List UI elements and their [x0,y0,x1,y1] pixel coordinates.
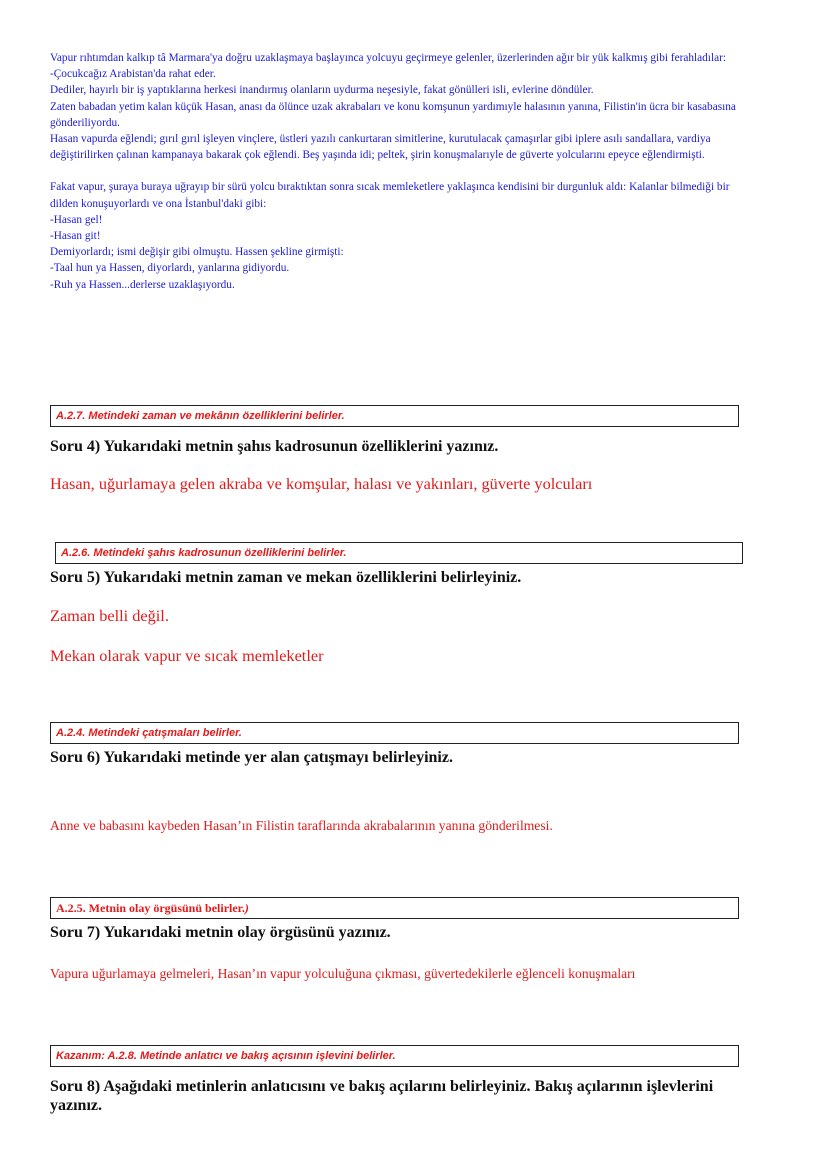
learning-objective-text: Kazanım: A.2.8. Metinde anlatıcı ve bakış açısının işlevini belirler. [56,1050,396,1062]
passage-paragraph: -Ruh ya Hassen...derlerse uzaklaşıyordu. [50,278,235,291]
answer-4: Hasan, uğurlamaya gelen akraba ve komşular, halası ve yakınları, güverte yolcuları [50,474,593,493]
story-passage [50,50,760,293]
passage-paragraph: -Hasan gel! [50,213,103,226]
learning-objective-box [50,897,739,919]
passage-paragraph: Hasan vapurda eğlendi; gırıl gırıl işleyen vinçlere, üstleri yazılı cankurtaran simitlerine, kurutulacak çamaşırlar gibi iplere asılı sandallara, vardiya değiştirilirken çalınan kampanaya bakarak çok eğlendi. Beş yaşında idi; peltek, şirin konuşmalarıyle de güverte yolcularını epeyce eğlendirmişti. [50,133,711,162]
question-7-title: Soru 7) Yukarıdaki metnin olay örgüsünü yazınız. [50,924,391,941]
passage-paragraph: -Taal hun ya Hassen, diyorlardı, yanlarına gidiyordu. [50,262,290,275]
learning-objective-box [55,542,743,564]
question-8-title: Soru 8) Aşağıdaki metinlerin anlatıcısını ve bakış açılarını belirleyiniz. Bakış açılarının işlevlerini yazınız. [50,1078,714,1114]
learning-objective-text: A.2.6. Metindeki şahıs kadrosunun özelliklerini belirler. [61,547,347,559]
passage-paragraph: Dediler, hayırlı bir iş yaptıklarına herkesi inandırmış olanların uydurma neşesiyle, fakat gönülleri isli, evlerine döndüler. [50,84,594,97]
answer-6: Anne ve babasını kaybeden Hasan’ın Filistin taraflarında akrabalarının yanına gönderilmesi. [50,818,553,833]
passage-paragraph: Fakat vapur, şuraya buraya uğrayıp bir sürü yolcu bıraktıktan sonra sıcak memleketlere yaklaşınca kendisini bir durgunluk aldı: Kalanlar bilmediği bir dilden konuşuyorlardı ve ona İstanbul'daki gibi: [50,181,730,210]
passage-paragraph: -Hasan git! [50,230,101,243]
answer-5-time: Zaman belli değil. [50,606,169,625]
learning-objective-text: A.2.5. Metnin olay örgüsünü belirler. [56,901,245,915]
question-4-title: Soru 4) Yukarıdaki metnin şahıs kadrosunun özelliklerini yazınız. [50,438,499,455]
learning-objective-box [50,722,739,744]
learning-objective-box [50,1045,739,1067]
answer-5-place: Mekan olarak vapur ve sıcak memleketler [50,646,324,665]
passage-paragraph: Vapur rıhtımdan kalkıp tâ Marmara'ya doğru uzaklaşmaya başlayınca yolcuyu geçirmeye gelenler, üzerlerinden ağır bir yük kalkmış gibi ferahladılar: [50,52,727,64]
learning-objective-text: A.2.7. Metindeki zaman ve mekânın özelliklerini belirler. [56,410,345,422]
passage-paragraph: Demiyorlardı; ismi değişir gibi olmuştu. Hassen şekline girmişti: [50,246,344,259]
passage-paragraph: -Çocukcağız Arabistan'da rahat eder. [50,68,216,81]
learning-objective-text: A.2.4. Metindeki çatışmaları belirler. [56,727,242,739]
answer-7: Vapura uğurlamaya gelmeleri, Hasan’ın vapur yolculuğuna çıkması, güvertedekilerle eğlenceli konuşmaları [50,966,636,981]
passage-paragraph: Zaten babadan yetim kalan küçük Hasan, anası da ölünce uzak akrabaları ve konu komşunun yardımıyle halasının yanına, Filistin'in ücra bir kasabasına gönderiliyordu. [50,100,736,129]
question-6-title: Soru 6) Yukarıdaki metinde yer alan çatışmayı belirleyiniz. [50,749,453,766]
learning-objective-box [50,405,739,427]
learning-objective-tail: ) [244,901,249,915]
question-5-title: Soru 5) Yukarıdaki metnin zaman ve mekan özelliklerini belirleyiniz. [50,569,522,586]
